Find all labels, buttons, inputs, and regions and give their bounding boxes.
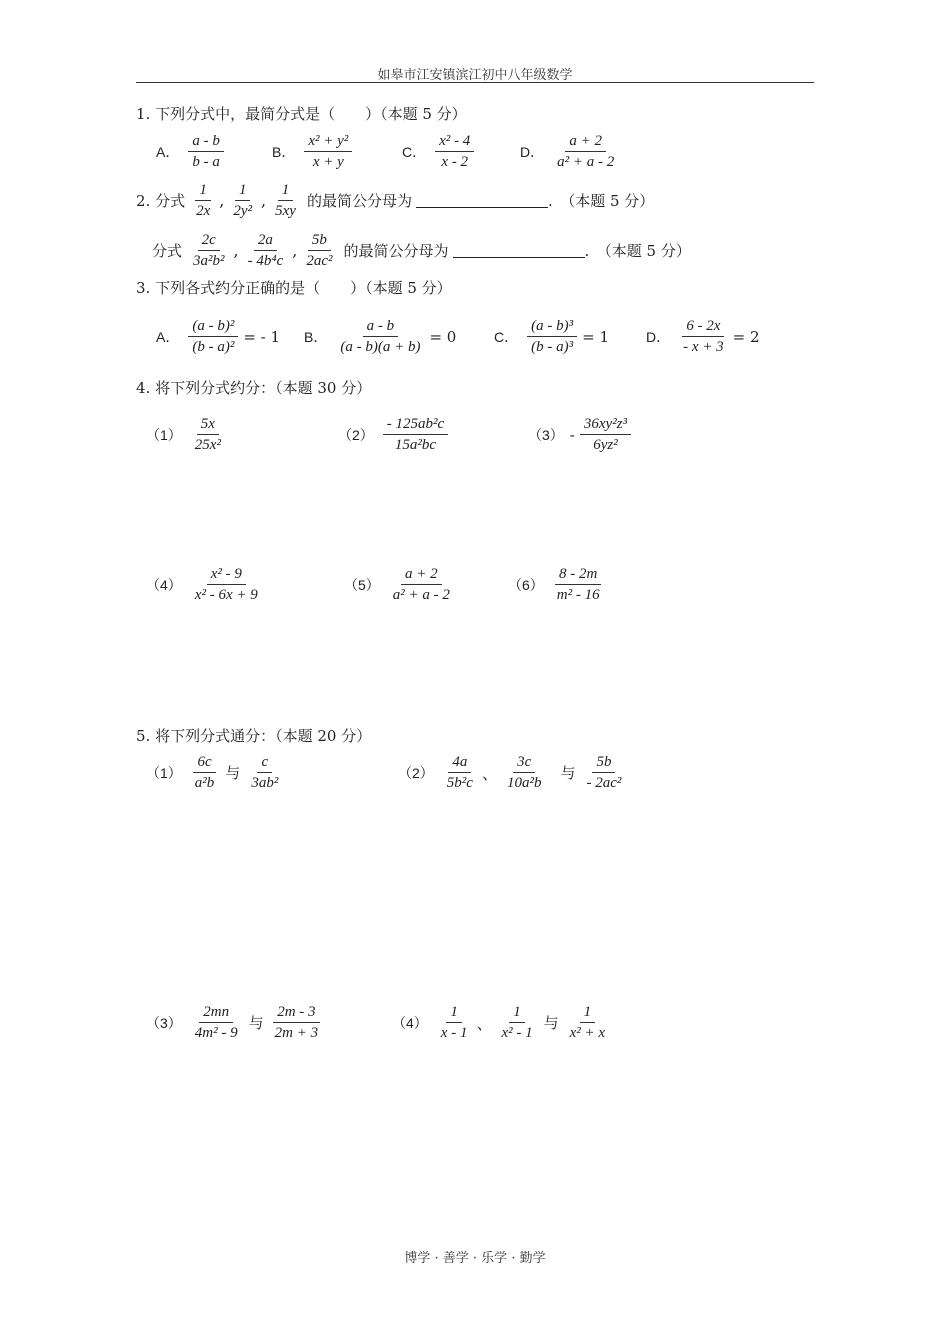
item-label: （1）	[146, 764, 182, 781]
numerator: 3c	[513, 752, 535, 773]
numerator: x² + y²	[304, 131, 352, 152]
conjunction: 与	[225, 764, 241, 782]
numerator: a + 2	[565, 131, 606, 152]
fraction	[580, 414, 631, 455]
denominator: a²b	[194, 775, 215, 791]
item-label: （4）	[392, 1014, 428, 1031]
fraction	[271, 1002, 322, 1043]
numerator: 1	[235, 180, 251, 201]
q3-stem: 3. 下列各式约分正确的是（ ）（本题 5 分）	[136, 279, 452, 297]
fraction	[191, 1002, 242, 1043]
denominator: 2x	[196, 203, 211, 219]
denominator: 2m + 3	[274, 1025, 319, 1041]
equation-rhs: = 1	[582, 327, 609, 346]
minus-sign: -	[569, 425, 575, 444]
fraction	[553, 131, 618, 172]
numerator: a - b	[363, 316, 399, 337]
fraction	[389, 564, 454, 605]
denominator: x² - 6x + 9	[194, 587, 258, 603]
q5-item-2	[398, 752, 628, 793]
numerator: a + 2	[401, 564, 442, 585]
denominator: - x + 3	[683, 339, 724, 355]
header-rule	[136, 82, 814, 83]
denominator: - 4b⁴c	[247, 253, 284, 269]
denominator: m² - 16	[556, 587, 600, 603]
numerator: 2a	[254, 230, 277, 251]
option-label: D．	[646, 328, 671, 345]
equation-rhs: = - 1	[243, 327, 281, 346]
denominator: x² + x	[569, 1025, 606, 1041]
denominator: 2y²	[233, 203, 253, 219]
q4-item-5	[344, 564, 457, 605]
denominator: 6yz²	[593, 437, 618, 453]
item-label: （1）	[146, 426, 182, 443]
numerator: - 125ab²c	[383, 414, 448, 435]
answer-blank[interactable]	[453, 243, 585, 258]
numerator: 1	[195, 180, 211, 201]
item-label: （2）	[338, 426, 374, 443]
fraction	[336, 316, 424, 357]
comma: ,	[292, 241, 298, 260]
numerator: c	[257, 752, 272, 773]
fraction	[191, 414, 225, 455]
denominator: 4m² - 9	[194, 1025, 238, 1041]
denominator: a² + a - 2	[557, 154, 615, 170]
page-header: 如皋市江安镇滨江初中八年级数学	[377, 68, 573, 83]
numerator: 1	[509, 1002, 525, 1023]
numerator: 5b	[592, 752, 615, 773]
denominator: b - a	[192, 154, 220, 170]
q2-prefix: 2. 分式	[136, 192, 186, 210]
q5-item-4	[392, 1002, 612, 1043]
q1-stem: 1. 下列分式中，最简分式是（ ）（本题 5 分）	[136, 105, 467, 123]
conjunction: 与	[560, 764, 576, 782]
denominator: - 2ac²	[586, 775, 622, 791]
fraction	[191, 564, 262, 605]
fraction	[443, 752, 477, 793]
q2-line1	[136, 180, 658, 221]
q2-suffix: 的最简公分母为	[306, 192, 412, 210]
numerator: 2c	[198, 230, 220, 251]
option-label: B．	[304, 328, 328, 345]
fraction	[566, 1002, 609, 1043]
q1-option-c	[402, 131, 477, 172]
denominator: x - 2	[441, 154, 469, 170]
equation-rhs: = 0	[429, 327, 457, 346]
fraction	[192, 180, 214, 221]
enumeration-comma: 、	[481, 764, 498, 783]
q5-item-3	[146, 1002, 325, 1043]
q3-option-b	[304, 316, 456, 357]
q2-end: . （本题 5 分）	[547, 192, 655, 210]
numerator: x² - 4	[435, 131, 474, 152]
denominator: x - 1	[440, 1025, 468, 1041]
numerator: (a - b)³	[527, 316, 577, 337]
numerator: 2mn	[199, 1002, 233, 1023]
conjunction: 与	[248, 1014, 264, 1032]
item-label: （6）	[508, 576, 544, 593]
denominator: 2ac²	[306, 253, 333, 269]
option-label: A．	[156, 328, 180, 345]
q4-item-2	[338, 414, 451, 455]
q3-option-c	[494, 316, 609, 357]
fraction	[247, 752, 282, 793]
denominator: (b - a)²	[192, 339, 235, 355]
q2-line2	[152, 230, 695, 271]
conjunction: 与	[543, 1014, 559, 1032]
fraction	[244, 230, 288, 271]
denominator: (a - b)(a + b)	[340, 339, 421, 355]
enumeration-comma: 、	[476, 1014, 493, 1033]
numerator: a - b	[188, 131, 224, 152]
q2-suffix: 的最简公分母为	[343, 242, 449, 260]
page-footer-motto: 博学 · 善学 · 乐学 · 勤学	[404, 1251, 546, 1266]
option-label: C．	[494, 328, 519, 345]
q2-prefix: 分式	[152, 242, 183, 260]
fraction	[383, 414, 448, 455]
numerator: 5b	[308, 230, 331, 251]
fraction	[437, 1002, 472, 1043]
fraction	[188, 316, 238, 357]
option-label: A．	[156, 143, 180, 160]
q4-item-4	[146, 564, 265, 605]
q4-stem: 4. 将下列分式约分：（本题 30 分）	[136, 379, 372, 397]
denominator: (b - a)³	[531, 339, 574, 355]
item-label: （4）	[146, 576, 182, 593]
fraction	[229, 180, 256, 221]
numerator: 6c	[193, 752, 215, 773]
numerator: x² - 9	[207, 564, 246, 585]
q4-item-3	[528, 414, 634, 455]
denominator: x + y	[312, 154, 344, 170]
option-label: B．	[272, 143, 296, 160]
fraction	[188, 131, 224, 172]
numerator: (a - b)²	[188, 316, 238, 337]
fraction	[527, 316, 577, 357]
denominator: 25x²	[194, 437, 221, 453]
fraction	[189, 230, 229, 271]
numerator: 36xy²z³	[580, 414, 631, 435]
q1-option-a	[156, 131, 227, 172]
q5-stem: 5. 将下列分式通分：（本题 20 分）	[136, 727, 372, 745]
fraction	[302, 230, 336, 271]
q4-item-1	[146, 414, 228, 455]
q4-item-6	[508, 564, 607, 605]
denominator: 10a²b	[506, 775, 542, 791]
equation-rhs: = 2	[732, 327, 760, 346]
fraction	[497, 1002, 536, 1043]
item-label: （3）	[528, 426, 564, 443]
comma: ,	[261, 191, 267, 210]
q2-end: . （本题 5 分）	[584, 242, 691, 260]
numerator: 1	[278, 180, 294, 201]
numerator: 2m - 3	[273, 1002, 319, 1023]
option-label: C．	[402, 143, 427, 160]
fraction	[191, 752, 219, 793]
fraction	[582, 752, 625, 793]
answer-blank[interactable]	[416, 193, 548, 208]
option-label: D．	[520, 143, 545, 160]
comma: ,	[219, 191, 225, 210]
q5-item-1	[146, 752, 285, 793]
numerator: 4a	[448, 752, 471, 773]
fraction	[304, 131, 352, 172]
fraction	[271, 180, 300, 221]
denominator: 5b²c	[446, 775, 473, 791]
item-label: （3）	[146, 1014, 182, 1031]
numerator: 5x	[197, 414, 219, 435]
denominator: a² + a - 2	[392, 587, 450, 603]
numerator: 1	[446, 1002, 462, 1023]
numerator: 6 - 2x	[682, 316, 724, 337]
fraction	[503, 752, 546, 793]
denominator: 3ab²	[251, 775, 279, 791]
denominator: 3a²b²	[193, 253, 225, 269]
denominator: 5xy	[275, 203, 296, 219]
denominator: x² - 1	[501, 1025, 533, 1041]
fraction	[435, 131, 474, 172]
denominator: 15a²bc	[394, 437, 437, 453]
comma: ,	[233, 241, 239, 260]
numerator: 8 - 2m	[555, 564, 601, 585]
fraction	[553, 564, 604, 605]
item-label: （2）	[398, 764, 434, 781]
q3-option-a	[156, 316, 280, 357]
q3-option-d	[646, 316, 760, 357]
item-label: （5）	[344, 576, 380, 593]
q1-option-d	[520, 131, 621, 172]
fraction	[679, 316, 728, 357]
q1-option-b	[272, 131, 355, 172]
numerator: 1	[580, 1002, 596, 1023]
